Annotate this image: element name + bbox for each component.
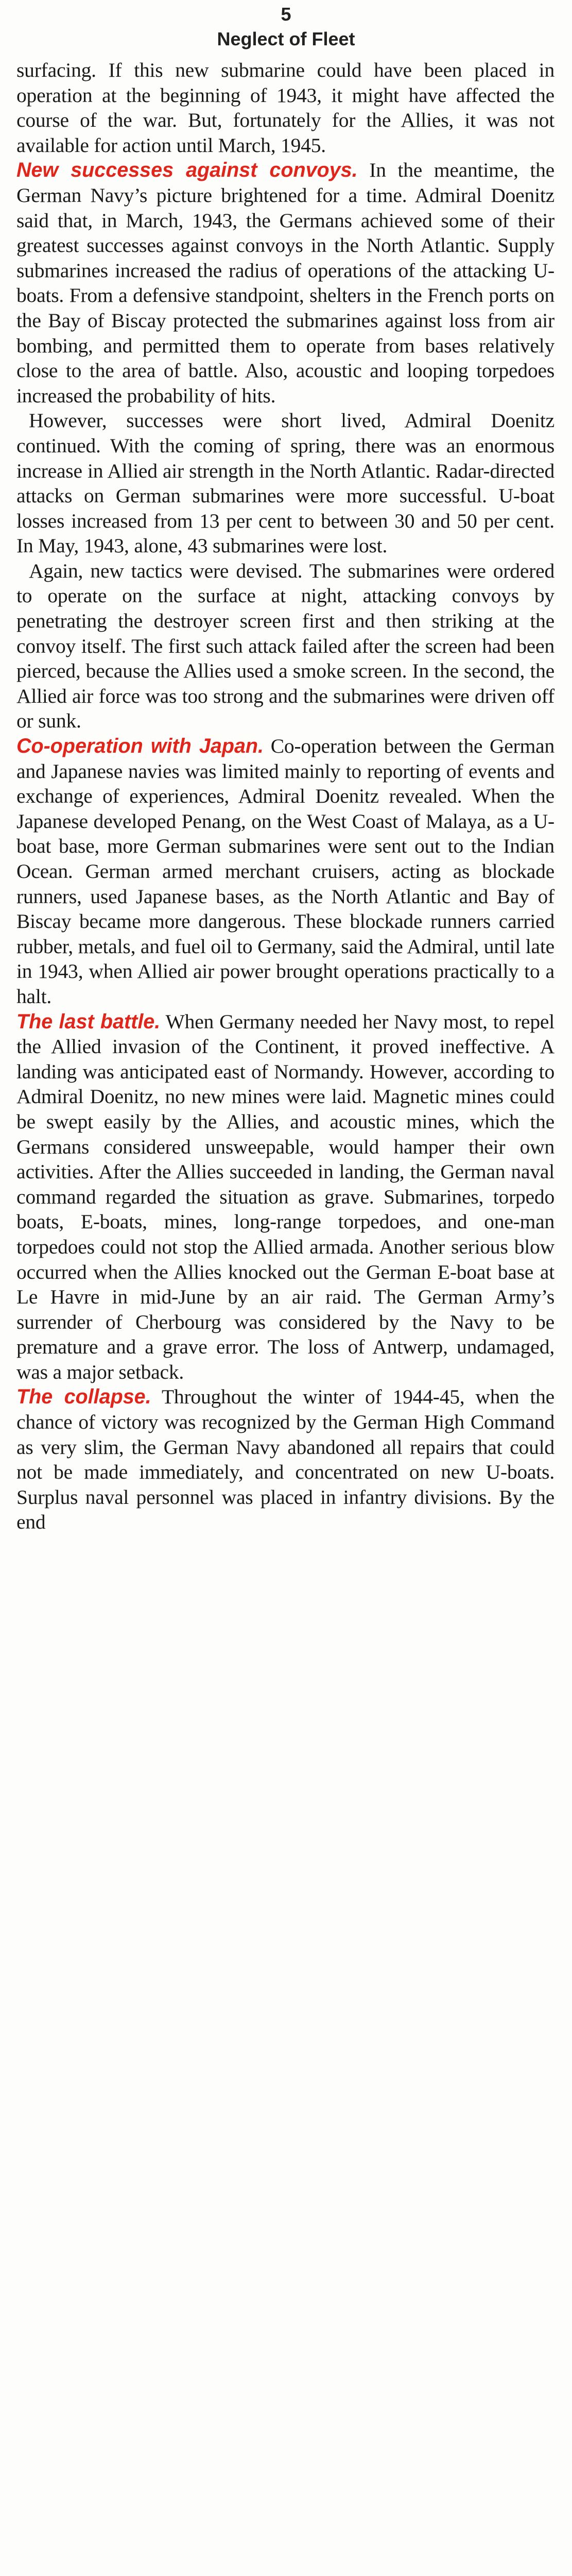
section-body-last-battle: When Germany needed her Navy most, to repel the Allied invasion of the Continent, it proved ineffective. A landing was anticipated east of Normandy. However, according to Admiral Doenitz, no new mines were laid. Magnetic mines could be swept easily by the Allies, and acoustic mines, which the Germans considered unsweepable, would hamper their own activities. After the Allies succeeded in landing, the German naval command regarded the situation as grave. Submarines, torpedo boats, E-boats, mines, long-range torpedoes, and one-man torpedoes could not stop the Allied armada. Another serious blow occurred when the Allies knocked out the German E-boat base at Le Havre in mid-June by an air raid. The German Army’s surrender of Cherbourg was considered by the Navy to be premature and a grave error. The loss of Antwerp, undamaged, was a major setback. (16, 1010, 554, 1383)
section-body-collapse: Throughout the winter of 1944-45, when the chance of victory was recognized by the German High Command as very slim, the German Navy abandoned all repairs that could not be made immediately, and concentrated on new U-boats. Surplus naval personnel was placed in infantry divisions. By the end (16, 1385, 554, 1534)
paragraph-short-lived: However, successes were short lived, Admiral Doenitz continued. With the coming of spring, there was an enormous increase in Allied air strength in the North Atlantic. Radar-directed attacks on German submarines were more successful. U-boat losses increased from 13 per cent to between 30 and 50 per cent. In May, 1943, alone, 43 submarines were lost. (16, 409, 554, 557)
section-heading-last-battle: The last battle. (16, 1010, 161, 1033)
section-collapse (16, 1384, 554, 1535)
running-head: Neglect of Fleet (217, 28, 355, 49)
section-heading-japan: Co-operation with Japan. (16, 735, 264, 758)
section-body-convoys: In the meantime, the German Navy’s picture brightened for a time. Admiral Doenitz said that, in March, 1943, the Germans achieved some of their greatest successes against convoys in the North Atlantic. Supply submarines increased the radius of operations of the attacking U-boats. From a defensive standpoint, shelters in the French ports on the Bay of Biscay protected the submarines against loss from air bombing, and permitted them to operate from bases relatively close to the area of battle. Also, acoustic and looping torpedoes increased the probability of hits. (16, 159, 554, 407)
paragraph-surfacing: surfacing. If this new submarine could have been placed in operation at the beginning of 1943, it might have affected the course of the war. But, fortunately for the Allies, it was not available for action until March, 1945. (16, 59, 554, 157)
section-heading-collapse: The collapse. (16, 1385, 151, 1409)
article-body (16, 58, 554, 1535)
section-body-japan: Co-operation between the German and Japanese navies was limited mainly to reporting of events and exchange of experiences, Admiral Doenitz revealed. When the Japanese developed Penang, on the West Coast of Malaya, as a U-boat base, more German submarines were sent out to the Indian Ocean. German armed merchant cruisers, acting as blockade runners, used Japanese bases, as the North Atlantic and Bay of Biscay became more dangerous. These blockade runners carried rubber, metals, and fuel oil to Germany, said the Admiral, until late in 1943, when Allied air power brought operations practically to a halt. (16, 735, 554, 1008)
page-number: 5 (281, 4, 291, 25)
section-last-battle (16, 1009, 554, 1385)
section-japan (16, 734, 554, 1009)
section-heading-convoys: New successes against convoys. (16, 159, 358, 182)
section-convoys (16, 158, 554, 408)
paragraph-new-tactics: Again, new tactics were devised. The submarines were ordered to operate on the surface at night, attacking convoys by penetrating the destroyer screen first and then striking at the convoy itself. The first such attack failed after the screen had been pierced, because the Allies used a smoke screen. In the second, the Allied air force was too strong and the submarines were driven off or sunk. (16, 559, 554, 733)
